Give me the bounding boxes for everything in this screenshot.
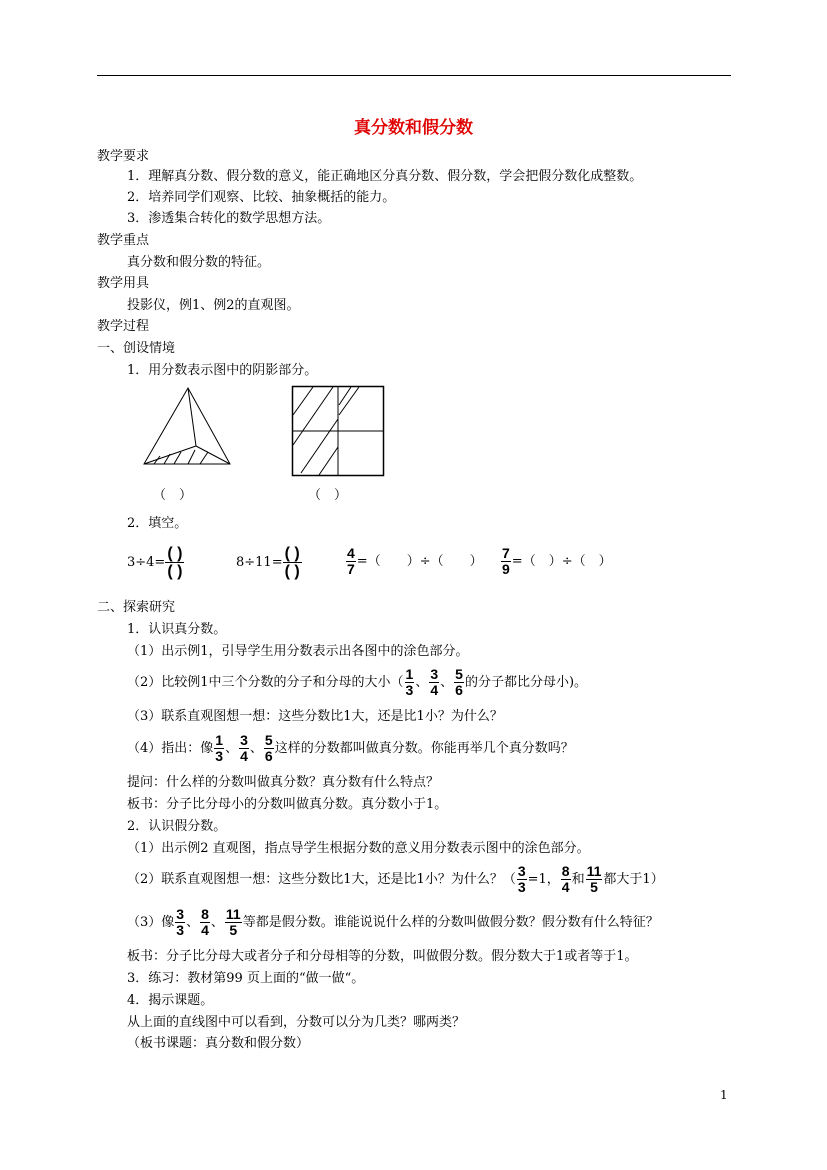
denominator: 3: [405, 682, 414, 698]
part2-line-14: 4．揭示课题。: [127, 993, 214, 1008]
numerator: 1: [405, 666, 414, 682]
part2-line-7: 板书：分子比分母小的分数叫做真分数。真分数小于1。: [127, 797, 448, 812]
text-segment: （2）比较例1中三个分数的分子和分母的大小（: [127, 675, 404, 690]
text-segment: 等都是假分数。谁能说说什么样的分数叫做假分数？假分数有什么特征？: [242, 915, 659, 930]
text-segment: 的分子都比分母小)。: [464, 675, 588, 690]
expression-8div11: [236, 545, 302, 580]
separator: 、: [186, 915, 200, 930]
section-heading-process: 教学过程: [97, 319, 150, 334]
part2-line-16: （板书课题：真分数和假分数）: [127, 1036, 310, 1051]
expression-text: 3÷4=: [127, 555, 166, 570]
fraction-11-5: [586, 864, 603, 895]
denominator: 9: [502, 561, 510, 577]
denominator: 6: [455, 682, 463, 698]
fraction-5-6: [454, 667, 464, 698]
numerator: 8: [201, 906, 209, 922]
fraction-4-7: [346, 546, 356, 577]
expression-text: 8÷11=: [236, 555, 283, 570]
numerator: 5: [455, 666, 463, 682]
blank-numerator: ( ): [284, 545, 300, 562]
separator: 、: [225, 741, 239, 756]
blank-denominator: ( ): [167, 563, 183, 580]
separator: 、: [210, 915, 224, 930]
blank-denominator: ( ): [284, 563, 300, 580]
fraction-3-4: [429, 667, 439, 698]
part1-question-1: 1．用分数表示图中的阴影部分。: [127, 363, 318, 378]
separator: 、: [440, 675, 454, 690]
fraction-1-3: [214, 733, 224, 764]
answer-blank-1: （ ）: [153, 488, 193, 503]
part2-line-2: （1）出示例1，引导学生用分数表示出各图中的涂色部分。: [127, 644, 469, 659]
section-heading-focus: 教学重点: [97, 233, 150, 248]
part2-heading: 二、探索研究: [97, 600, 176, 615]
text-segment: 都大于1）: [603, 872, 664, 887]
focus-text: 真分数和假分数的特征。: [127, 255, 271, 270]
numerator: 5: [264, 732, 273, 748]
denominator: 4: [561, 879, 570, 895]
page-number: 1: [720, 1088, 728, 1102]
text-segment: 和: [571, 872, 585, 887]
section-heading-tools: 教学用具: [97, 276, 150, 291]
requirement-item-1: 1．理解真分数、假分数的意义，能正确地区分真分数、假分数，学会把假分数化成整数。: [127, 169, 643, 184]
part2-line-15: 从上面的直线图中可以看到，分数可以分为几类？哪两类？: [127, 1015, 466, 1030]
tools-text: 投影仪，例1、例2的直观图。: [127, 298, 300, 313]
part1-heading: 一、创设情境: [97, 341, 176, 356]
denominator: 4: [240, 748, 248, 764]
part2-line-10: [127, 863, 664, 897]
denominator: 3: [517, 879, 526, 895]
fraction-3-4: [239, 733, 249, 764]
numerator: 3: [176, 906, 185, 922]
part2-line-11: [127, 906, 659, 940]
separator: 、: [415, 675, 429, 690]
part2-line-13: 3．练习：教材第99 页上面的“做一做“。: [127, 971, 365, 986]
separator: 、: [249, 741, 263, 756]
part2-line-12: 板书：分子比分母大或者分子和分母相等的分数，叫做假分数。假分数大于1或者等于1。: [127, 949, 638, 964]
denominator: 6: [264, 748, 273, 764]
requirement-item-3: 3．渗透集合转化的数学思想方法。: [127, 211, 331, 226]
numerator: 11: [225, 906, 241, 922]
fraction-5-6: [264, 733, 274, 764]
part2-line-6: 提问：什么样的分数叫做真分数？真分数有什么特点？: [127, 775, 440, 790]
expression-7-9: [500, 545, 612, 579]
part1-question-2: 2．填空。: [127, 516, 188, 531]
answer-blank-2: （ ）: [308, 488, 348, 503]
numerator: 1: [215, 732, 224, 748]
denominator: 4: [430, 682, 439, 698]
section-heading-requirements: 教学要求: [97, 149, 150, 164]
text-segment: 这样的分数都叫做真分数。你能再举几个真分数吗？: [274, 741, 574, 756]
header-rule: [97, 75, 731, 76]
fraction-8-4: [561, 864, 571, 895]
denominator: 3: [215, 748, 224, 764]
text-segment: （4）指出：像: [127, 741, 214, 756]
fraction-3-3: [517, 864, 527, 895]
numerator: 7: [502, 545, 510, 561]
part2-line-4: （3）联系直观图想一想：这些分数比1大，还是比1小？为什么？: [127, 709, 503, 724]
requirement-item-2: 2．培养同学们观察、比较、抽象概括的能力。: [127, 190, 396, 205]
blank-fraction: [165, 545, 184, 580]
part2-line-5: [127, 732, 574, 766]
fraction-11-5: [225, 907, 242, 938]
numerator: 3: [240, 732, 248, 748]
part2-line-9: （1）出示例2 直观图，指点导学生根据分数的意义用分数表示图中的涂色部分。: [127, 841, 590, 856]
fraction-8-4: [200, 907, 210, 938]
expression-4-7: [345, 545, 483, 579]
numerator: 3: [430, 666, 439, 682]
text-segment: （3）像: [127, 915, 175, 930]
expression-3div4: [127, 545, 184, 580]
denominator: 5: [229, 922, 238, 938]
blank-fraction: [283, 545, 302, 580]
numerator: 8: [561, 863, 570, 879]
denominator: 5: [590, 879, 598, 895]
part2-line-8: 2．认识假分数。: [127, 819, 227, 834]
part2-line-1: 1．认识真分数。: [127, 622, 227, 637]
expression-text: =（ ）÷（ ）: [356, 554, 483, 569]
numerator: 11: [586, 863, 602, 879]
numerator: 4: [347, 545, 355, 561]
denominator: 7: [347, 561, 355, 577]
blank-numerator: ( ): [167, 545, 183, 562]
square-figure: [291, 385, 386, 478]
numerator: 3: [517, 863, 526, 879]
expression-text: =（ ）÷（ ）: [511, 554, 612, 569]
denominator: 4: [201, 922, 209, 938]
fraction-1-3: [405, 667, 415, 698]
denominator: 3: [176, 922, 185, 938]
part2-line-3: [127, 666, 587, 700]
page-title: 真分数和假分数: [354, 118, 473, 138]
text-segment: （2）联系直观图想一想：这些分数比1大，还是比1小？为什么？（: [127, 872, 516, 887]
triangle-figure: [140, 384, 236, 470]
text-segment: =1，: [527, 872, 560, 887]
fraction-7-9: [501, 546, 511, 577]
fraction-3-3: [175, 907, 185, 938]
